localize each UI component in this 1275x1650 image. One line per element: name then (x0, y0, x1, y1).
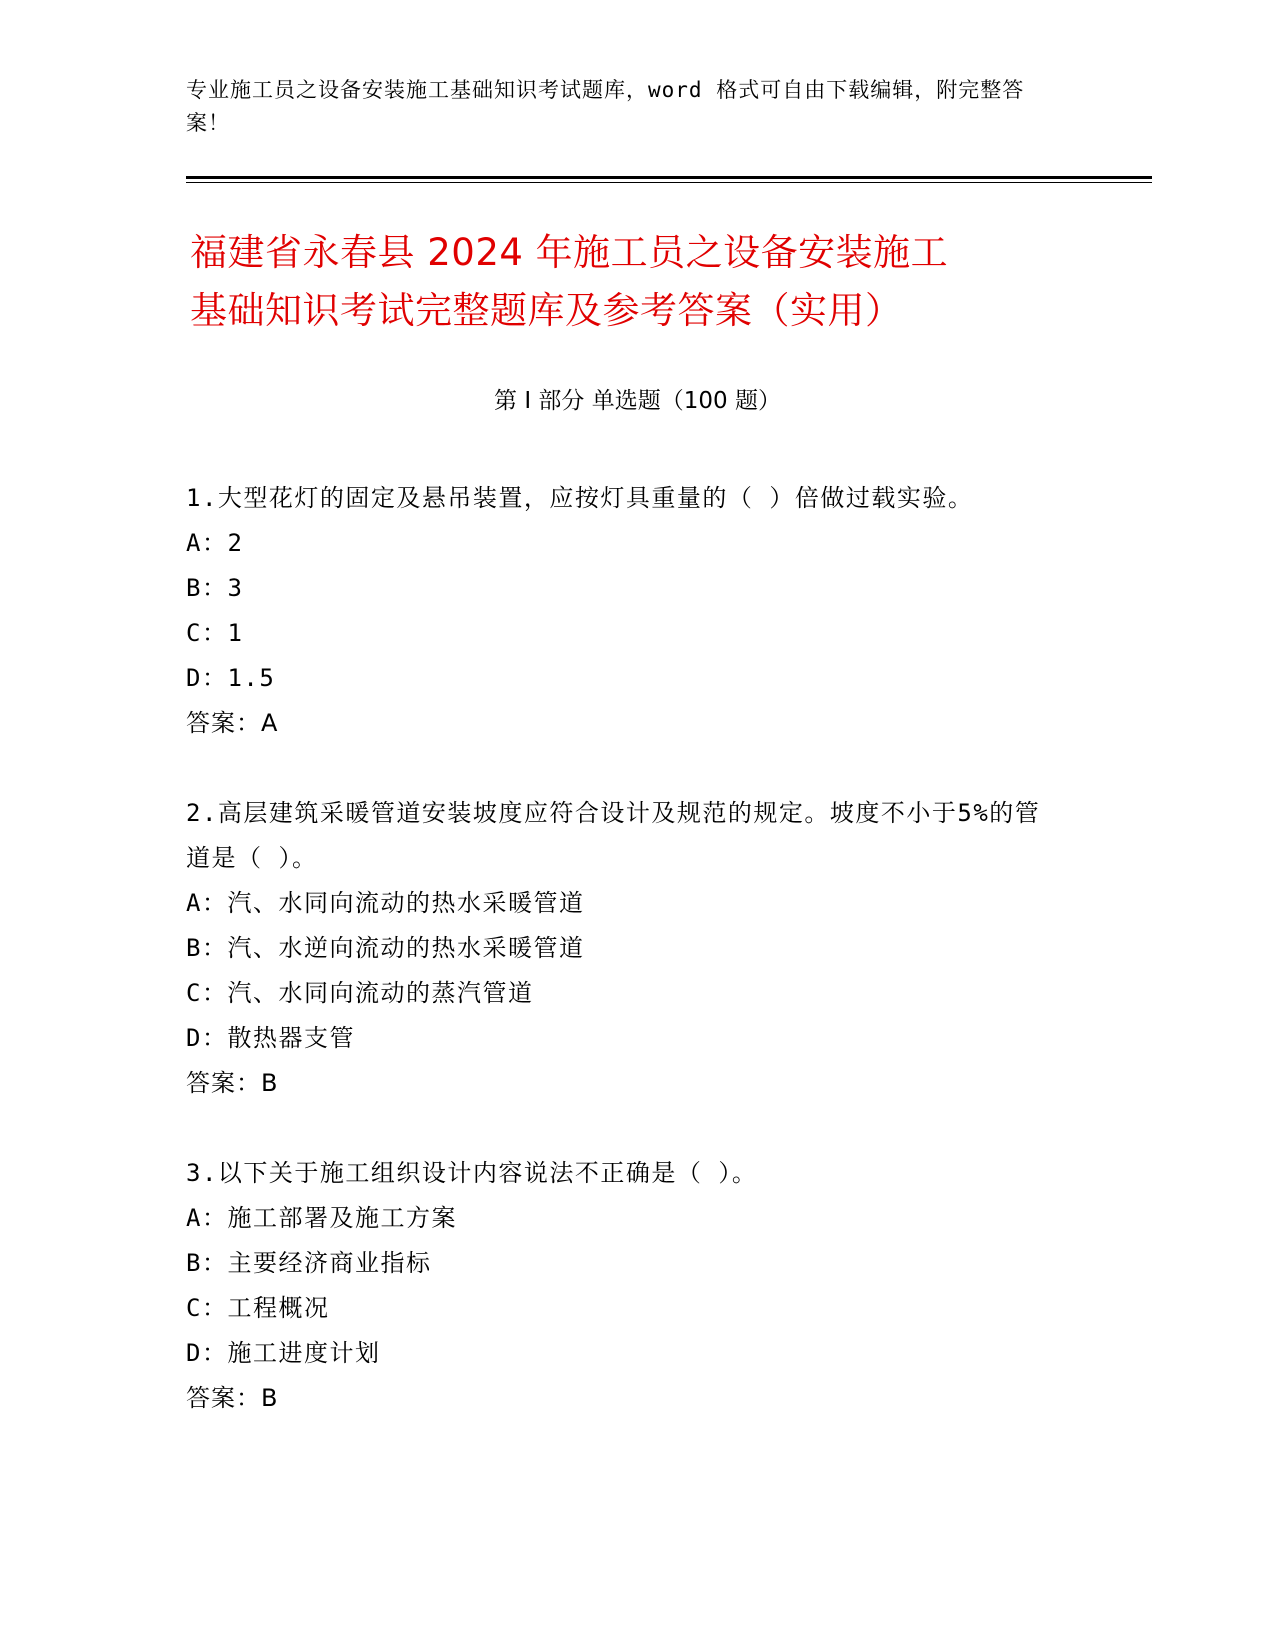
option-a: A：2 (186, 529, 244, 557)
option-c: C：工程概况 (186, 1294, 330, 1322)
option-b: B：汽、水逆向流动的热水采暖管道 (186, 934, 585, 962)
option-d: D：1.5 (186, 664, 276, 692)
document-title-line-2: 基础知识考试完整题库及参考答案（实用） (190, 289, 903, 332)
question-3 (186, 1151, 1086, 1421)
question-text: 1.大型花灯的固定及悬吊装置，应按灯具重量的（ ）倍做过载实验。 (186, 484, 974, 512)
answer: 答案：A (186, 709, 279, 737)
question-1 (186, 476, 1086, 746)
document-title (190, 224, 1090, 340)
option-d: D：施工进度计划 (186, 1339, 381, 1367)
question-list (186, 476, 1086, 1466)
document-title-line-1: 福建省永春县 2024 年施工员之设备安装施工 (190, 231, 949, 274)
header-rule-thin (186, 182, 1152, 183)
question-text: 3.以下关于施工组织设计内容说法不正确是（ ）。 (186, 1159, 758, 1187)
option-c: C：1 (186, 619, 244, 647)
question-text: 2.高层建筑采暖管道安装坡度应符合设计及规范的规定。坡度不小于5%的管道是（ ）。 (186, 799, 1041, 872)
option-d: D：散热器支管 (186, 1024, 355, 1052)
answer: 答案：B (186, 1384, 279, 1412)
option-a: A：施工部署及施工方案 (186, 1204, 457, 1232)
answer: 答案：B (186, 1069, 279, 1097)
section-title: 第 I 部分 单选题（100 题） (494, 388, 781, 414)
header-note: 专业施工员之设备安装施工基础知识考试题库，word 格式可自由下载编辑，附完整答案！ (186, 78, 1025, 135)
header-rule-thick (186, 176, 1152, 179)
option-b: B：主要经济商业指标 (186, 1249, 432, 1277)
option-c: C：汽、水同向流动的蒸汽管道 (186, 979, 534, 1007)
question-2 (186, 791, 1086, 1106)
option-b: B：3 (186, 574, 244, 602)
option-a: A：汽、水同向流动的热水采暖管道 (186, 889, 585, 917)
